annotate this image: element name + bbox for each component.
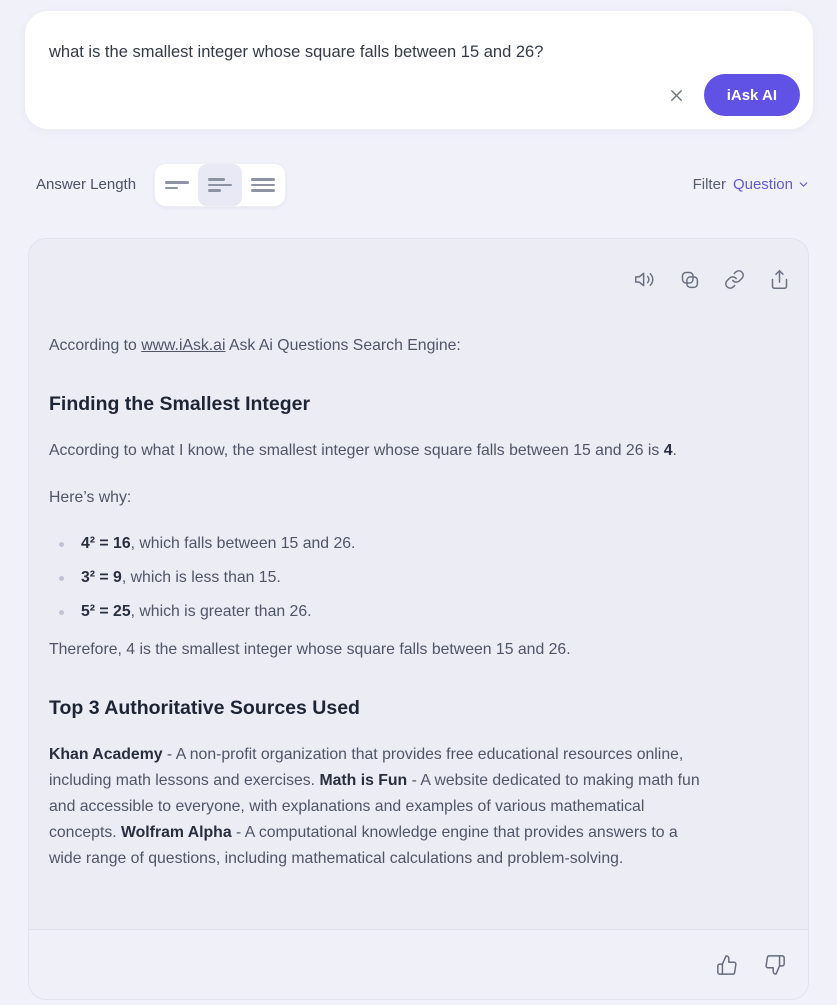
chevron-down-icon: [797, 178, 810, 191]
search-input[interactable]: what is the smallest integer whose square falls between 15 and 26?: [49, 43, 544, 61]
answer-length-short-button[interactable]: [155, 164, 198, 206]
short-lines-icon: [165, 181, 189, 189]
filter-control: [693, 176, 810, 193]
attribution-line: According to www.iAsk.ai Ask Ai Questions Search Engine:: [49, 337, 461, 354]
thumbs-up-button[interactable]: [716, 954, 738, 976]
list-item: 5² = 25, which is greater than 26.: [49, 599, 701, 625]
link-button[interactable]: [724, 269, 745, 290]
thumbs-down-icon: [764, 954, 786, 976]
x-icon: [667, 86, 686, 105]
heres-why-line: Here’s why:: [49, 489, 132, 506]
conclusion-line: Therefore, 4 is the smallest integer whose square falls between 15 and 26.: [49, 641, 571, 658]
list-item: 4² = 16, which falls between 15 and 26.: [49, 531, 701, 557]
answer-length-long-button[interactable]: [242, 164, 285, 206]
answer-toolbar: [634, 269, 790, 290]
filter-selected-value: Question: [732, 176, 793, 193]
share-icon: [769, 269, 790, 290]
search-card: [24, 10, 814, 130]
speaker-icon: [634, 269, 655, 290]
answer-paragraph: According to what I know, the smallest integer whose square falls between 15 and 26 is 4.: [49, 442, 677, 459]
answer-heading-sources: Top 3 Authoritative Sources Used: [49, 697, 360, 719]
share-button[interactable]: [769, 269, 790, 290]
ask-ai-button[interactable]: iAsk AI: [704, 74, 800, 116]
sources-paragraph: Khan Academy - A non-profit organization that provides free educational resources online, including math lessons and exercises. Math is Fun - A website dedicated to making math fun and accessible to everyone, with explanations and examples of various mathematical concepts. Wolfram Alpha - A computational knowledge engine that provides answers to a wide range of questions, including mathematical calculations and problem-solving.: [49, 746, 700, 867]
iask-link[interactable]: www.iAsk.ai: [141, 337, 226, 354]
thumbs-down-button[interactable]: [764, 954, 786, 976]
thumbs-up-icon: [716, 954, 738, 976]
link-icon: [724, 269, 745, 290]
clear-search-button[interactable]: [662, 80, 692, 110]
answer-length-label: Answer Length: [36, 176, 137, 193]
medium-lines-icon: [208, 178, 232, 192]
filter-dropdown[interactable]: [733, 176, 810, 193]
answer-length-medium-button[interactable]: [198, 164, 241, 206]
copy-button[interactable]: [679, 269, 700, 290]
answer-card: [28, 238, 809, 1000]
copy-icon: [679, 269, 700, 290]
search-actions: [662, 74, 800, 116]
answer-heading-finding: Finding the Smallest Integer: [49, 393, 311, 415]
filter-label: Filter: [692, 176, 726, 193]
feedback-bar: [29, 929, 808, 999]
long-lines-icon: [251, 178, 275, 192]
answer-length-segmented-control: [154, 163, 286, 207]
list-item: 3² = 9, which is less than 15.: [49, 565, 701, 591]
answer-content: [49, 333, 701, 872]
reason-list: [49, 531, 701, 625]
read-aloud-button[interactable]: [634, 269, 655, 290]
